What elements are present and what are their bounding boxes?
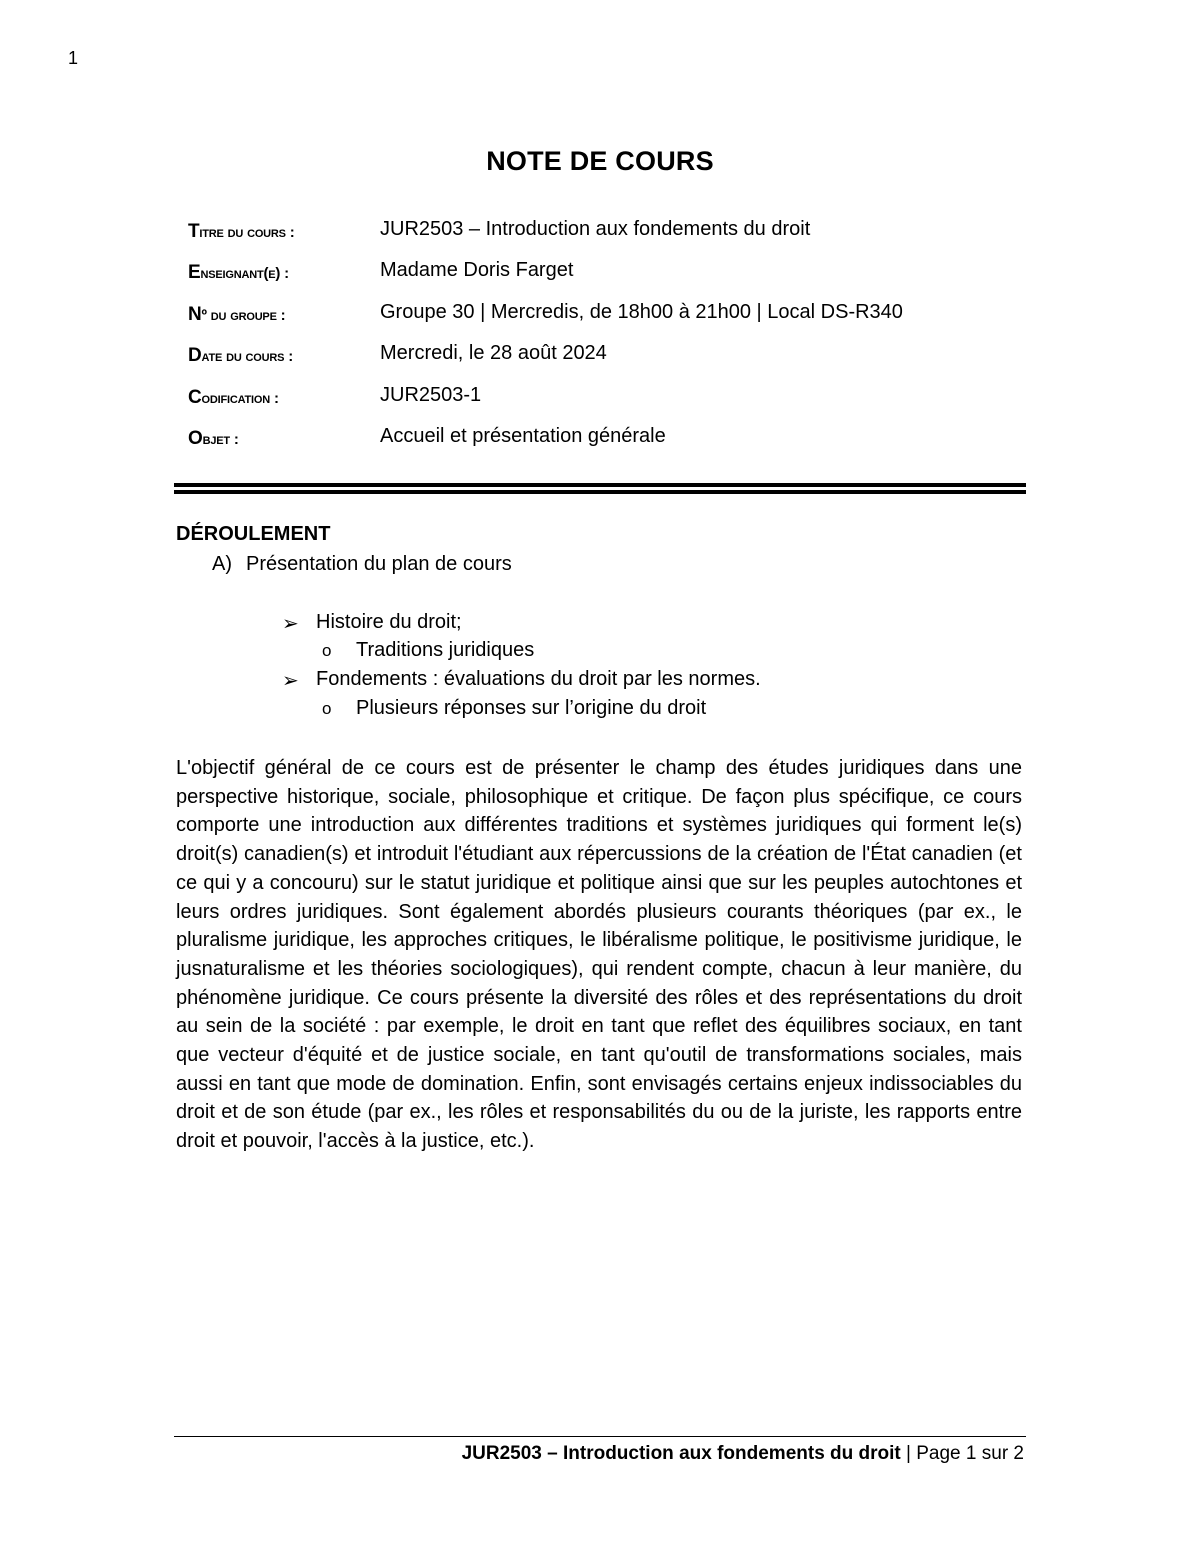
bullet-text: Fondements : évaluations du droit par les normes. <box>316 668 761 690</box>
group-label: Nº du groupe : <box>188 303 286 325</box>
arrow-bullet-icon: ➢ <box>282 613 299 635</box>
page-footer <box>462 1443 1024 1465</box>
sub-bullet-text: Traditions juridiques <box>356 639 535 661</box>
course-objective-paragraph: L'objectif général de ce cours est de présenter le champ des études juridiques dans une perspective historique, sociale, philosophique et critique. De façon plus spécifique, ce cours comporte une introduction aux différentes traditions et systèmes juridiques qui forment le(s) droit(s) canadien(s) et introduit l'étudiant aux répercussions de la création de l'État canadien (et ce qui y a concouru) sur le statut juridique et politique ainsi que sur les peuples autochtones et leurs ordres juridiques. Sont également abordés plusieurs courants théoriques (par ex., le pluralisme juridique, les approches critiques, le libéralisme politique, le positivisme juridique, le jusnaturalisme et les théories sociologiques), qui rendent compte, chacun à leur manière, du phénomène juridique. Ce cours présente la diversité des rôles et des représentations du droit au sein de la société : par exemple, le droit en tant que reflet des équilibres sociaux, en tant que vecteur d'équité et de justice sociale, en tant qu'outil de transformations sociales, mais aussi en tant que mode de domination. Enfin, sont envisagés certains enjeux indissociables du droit et de son étude (par ex., les rôles et responsabilités du ou de la juriste, les rapports entre droit et pouvoir, l'accès à la justice, etc.). <box>176 757 1022 1153</box>
group-value: Groupe 30 | Mercredis, de 18h00 à 21h00 | Local DS-R340 <box>380 300 903 323</box>
circle-bullet-icon: o <box>322 699 332 718</box>
course-title-label: Titre du cours : <box>188 221 295 242</box>
footer-rule <box>174 1436 1026 1437</box>
date-label: Date du cours : <box>188 345 294 367</box>
teacher-label: Enseignant(e) : <box>188 262 289 284</box>
circle-bullet-icon: o <box>322 641 332 660</box>
document-title: NOTE DE COURS <box>486 146 714 176</box>
object-value: Accueil et présentation générale <box>380 424 666 447</box>
agenda-item-a <box>212 553 512 576</box>
sub-bullet-text: Plusieurs réponses sur l’origine du droit <box>356 697 707 719</box>
footer-page-count: Page 1 sur 2 <box>916 1443 1024 1464</box>
agenda-item-marker: A) <box>212 553 232 575</box>
codification-value: JUR2503-1 <box>380 383 482 406</box>
date-value: Mercredi, le 28 août 2024 <box>380 342 607 365</box>
agenda-item-text: Présentation du plan de cours <box>246 553 512 575</box>
bullet-text: Histoire du droit; <box>316 611 462 633</box>
section-heading: DÉROULEMENT <box>176 523 331 545</box>
footer-separator: | <box>900 1443 917 1464</box>
course-title-value: JUR2503 – Introduction aux fondements du droit <box>380 218 811 240</box>
double-rule-bottom <box>174 490 1026 494</box>
arrow-bullet-icon: ➢ <box>282 670 299 692</box>
codification-label: Codification : <box>188 386 279 408</box>
page-number: 1 <box>68 48 79 68</box>
object-label: Objet : <box>188 427 239 449</box>
double-rule-top <box>174 483 1026 487</box>
footer-course-title: JUR2503 – Introduction aux fondements du droit <box>461 1443 901 1464</box>
teacher-value: Madame Doris Farget <box>380 259 574 282</box>
